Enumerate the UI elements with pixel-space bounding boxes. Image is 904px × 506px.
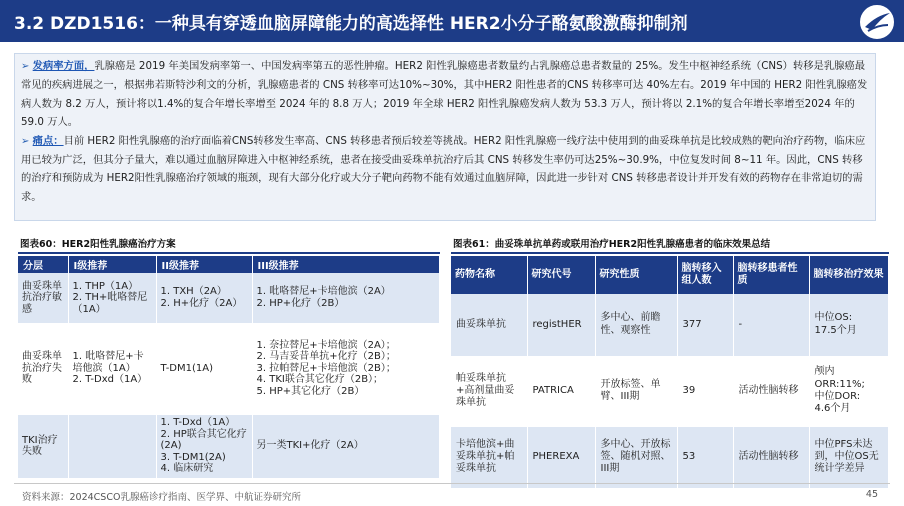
table-cell: 活动性脑转移	[733, 356, 809, 426]
trastuzumab-efficacy-table	[451, 256, 889, 489]
table-cell: 曲妥珠单抗治疗失败	[18, 323, 68, 414]
table2-caption-rule	[451, 252, 889, 254]
table1-header-cell: II级推荐	[156, 256, 252, 273]
table2-header-cell: 脑转移患者性质	[733, 256, 809, 294]
table-cell: 1. 吡咯替尼+卡培他滨（2A） 2. HP+化疗（2B）	[252, 273, 440, 323]
painpoint-keyword: 痛点：	[32, 134, 64, 147]
table-cell: 中位OS: 17.5个月	[809, 294, 889, 356]
table-cell: 39	[677, 356, 733, 426]
table-cell: 中位PFS未达到，中位OS无统计学差异	[809, 426, 889, 488]
table-row	[18, 414, 440, 478]
painpoint-paragraph	[21, 132, 869, 207]
table-cell: -	[733, 294, 809, 356]
arrow-bullet-icon: ➢	[21, 61, 30, 72]
table2-header-cell: 药物名称	[451, 256, 527, 294]
intro-box	[14, 53, 876, 221]
table2-header-cell: 研究性质	[595, 256, 677, 294]
table-cell: 1. 奈拉替尼+卡培他滨（2A）； 2. 马吉妥昔单抗+化疗（2B）； 3. 拉帕替尼+卡培他滨（2B）； 4. TKI联合其它化疗（2B）； 5. HP+其它化疗（2B）	[252, 323, 440, 414]
table-cell: 开放标签、单臂、III期	[595, 356, 677, 426]
table-cell: PATRICA	[527, 356, 595, 426]
table-cell: TKI治疗失败	[18, 414, 68, 478]
table-cell: 曲妥珠单抗	[451, 294, 527, 356]
table-cell: 多中心、前瞻性、观察性	[595, 294, 677, 356]
table-cell: 活动性脑转移	[733, 426, 809, 488]
table-cell: T-DM1(1A)	[156, 323, 252, 414]
table1-header-cell: 分层	[18, 256, 68, 273]
table-row	[18, 323, 440, 414]
table-cell: 另一类TKI+化疗（2A）	[252, 414, 440, 478]
table-row	[451, 294, 889, 356]
table1-caption: 图表60：HER2阳性乳腺癌治疗方案	[20, 239, 176, 250]
table-cell: 曲妥珠单抗治疗敏感	[18, 273, 68, 323]
table-cell: registHER	[527, 294, 595, 356]
table-cell	[68, 414, 156, 478]
table1-header-cell: I级推荐	[68, 256, 156, 273]
page-number: 45	[865, 489, 878, 500]
plane-logo-icon	[860, 5, 894, 39]
source-note: 资料来源：2024CSCO乳腺癌诊疗指南、医学界、中航证券研究所	[22, 492, 301, 503]
table-cell: 多中心、开放标签、随机对照、III期	[595, 426, 677, 488]
incidence-text: 乳腺癌是 2019 年美国发病率第一、中国发病率第五的恶性肿瘤。HER2 阳性乳腺癌患者数量约占乳腺癌总患者数量的 25%。发生中枢神经系统（CNS）转移是乳腺癌最常见的疾病进展之一，根据弗若斯特沙利文的分析，乳腺癌患者的 CNS 转移率可达10%~30%，其中HER2 阳性患者的CNS 转移率可达 40%左右。2019 年中国的 HER2 阳性乳腺癌发病人数为 8.2 万人，预计将以1.4%的复合年增长率增至 2024 年的 8.8 万人；2019 年全球 HER2 阳性乳腺癌发病人数为 53.3 万人，预计将以 2.1%的复合年增长率增至2024 年的59.0 万人。	[21, 60, 868, 129]
table1-header-cell: III级推荐	[252, 256, 440, 273]
table-row	[451, 356, 889, 426]
table-cell: 帕妥珠单抗+高剂量曲妥珠单抗	[451, 356, 527, 426]
table-row	[18, 273, 440, 323]
table-cell: 1. TXH（2A） 2. H+化疗（2A）	[156, 273, 252, 323]
incidence-paragraph	[21, 57, 869, 132]
table-cell: 颅内ORR:11%; 中位DOR: 4.6个月	[809, 356, 889, 426]
painpoint-text: 目前 HER2 阳性乳腺癌的治疗面临着CNS转移发生率高、CNS 转移患者预后较差等挑战。HER2 阳性乳腺癌一线疗法中使用到的曲妥珠单抗是比较成熟的靶向治疗药物，临床应用已较为广泛，但其分子量大，难以通过血脑屏障进入中枢神经系统，患者在接受曲妥珠单抗治疗后其 CNS 转移发生率仍可达25%~30.9%，中位复发时间 8~11 年。因此，CNS 转移的治疗和预防成为 HER2阳性乳腺癌治疗领域的瓶颈，现有大部分化疗或大分子靶向药物不能有效通过血脑屏障，因此进一步针对 CNS 转移患者设计并开发有效的药物存在非常迫切的需求。	[21, 134, 866, 203]
table1-caption-rule	[18, 252, 440, 254]
table2-header-cell: 研究代号	[527, 256, 595, 294]
table2-header-cell: 脑转移治疗效果	[809, 256, 889, 294]
table-cell: 1. T-Dxd（1A） 2. HP联合其它化疗(2A) 3. T-DM1(2A) 4. 临床研究	[156, 414, 252, 478]
table2-caption: 图表61：曲妥珠单抗单药或联用治疗HER2阳性乳腺癌患者的临床效果总结	[453, 239, 771, 250]
table-cell: 1. THP（1A） 2. TH+吡咯替尼（1A）	[68, 273, 156, 323]
table-cell: 卡培他滨+曲妥珠单抗+帕妥珠单抗	[451, 426, 527, 488]
table2-header-cell: 脑转移入组人数	[677, 256, 733, 294]
table-cell: 1. 吡咯替尼+卡培他滨（1A） 2. T-Dxd（1A）	[68, 323, 156, 414]
table-row	[451, 426, 889, 488]
page-title: 3.2 DZD1516：一种具有穿透血脑屏障能力的高选择性 HER2小分子酪氨酸激酶抑制剂	[14, 14, 688, 34]
table-cell: 53	[677, 426, 733, 488]
table2-header-row	[451, 256, 889, 294]
table-cell: PHEREXA	[527, 426, 595, 488]
incidence-keyword: 发病率方面，	[32, 60, 95, 72]
treatment-plan-table	[18, 256, 440, 479]
company-logo	[858, 3, 896, 41]
footer-divider	[14, 483, 890, 484]
arrow-bullet-icon: ➢	[21, 135, 30, 147]
title-bar	[0, 0, 904, 42]
table1-header-row	[18, 256, 440, 273]
table-cell: 377	[677, 294, 733, 356]
